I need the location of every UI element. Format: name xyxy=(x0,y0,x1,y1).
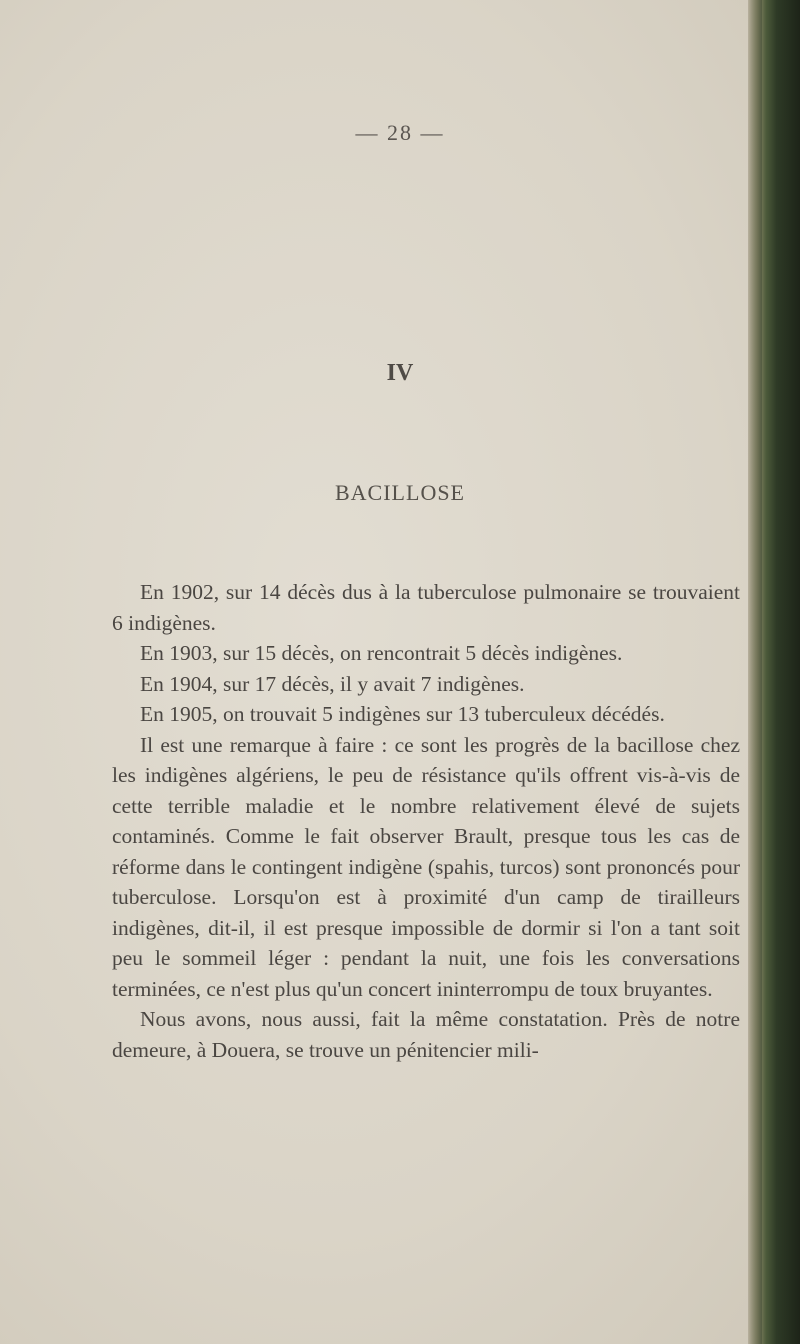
book-binding-edge xyxy=(748,0,800,1344)
page-number: — 28 — xyxy=(355,120,445,145)
chapter-title: BACILLOSE xyxy=(335,480,465,505)
paragraph-1902: En 1902, sur 14 décès dus à la tuberculose pulmonaire se trouvaient 6 indigènes. xyxy=(112,580,740,635)
paragraph-remarque: Il est une remarque à faire : ce sont les progrès de la bacillose chez les indigènes algériens, le peu de résistance qu'ils offrent vis-à-vis de cette terrible maladie et le nombre relativement élevé de sujets contaminés. Comme le fait observer Brault, presque tous les cas de réforme dans le contingent indigène (spahis, turcos) sont prononcés pour tuberculose. Lorsqu'on est à proximité d'un camp de tirailleurs indigènes, dit-il, il est presque impossible de dormir si l'on a tant soit peu le sommeil léger : pendant la nuit, une fois les conversations terminées, ce n'est plus qu'un concert ininterrompu de toux bruyantes. xyxy=(112,732,740,1001)
paragraph-1905: En 1905, on trouvait 5 indigènes sur 13 tuberculeux décédés. xyxy=(140,702,665,726)
body-text xyxy=(112,577,740,1065)
chapter-number: IV xyxy=(386,360,414,386)
paragraph-constatation: Nous avons, nous aussi, fait la même constatation. Près de notre demeure, à Douera, se trouve un pénitencier mili- xyxy=(112,1007,740,1062)
paragraph-1903: En 1903, sur 15 décès, on rencontrait 5 décès indigènes. xyxy=(140,641,623,665)
paragraph-1904: En 1904, sur 17 décès, il y avait 7 indigènes. xyxy=(140,671,525,696)
